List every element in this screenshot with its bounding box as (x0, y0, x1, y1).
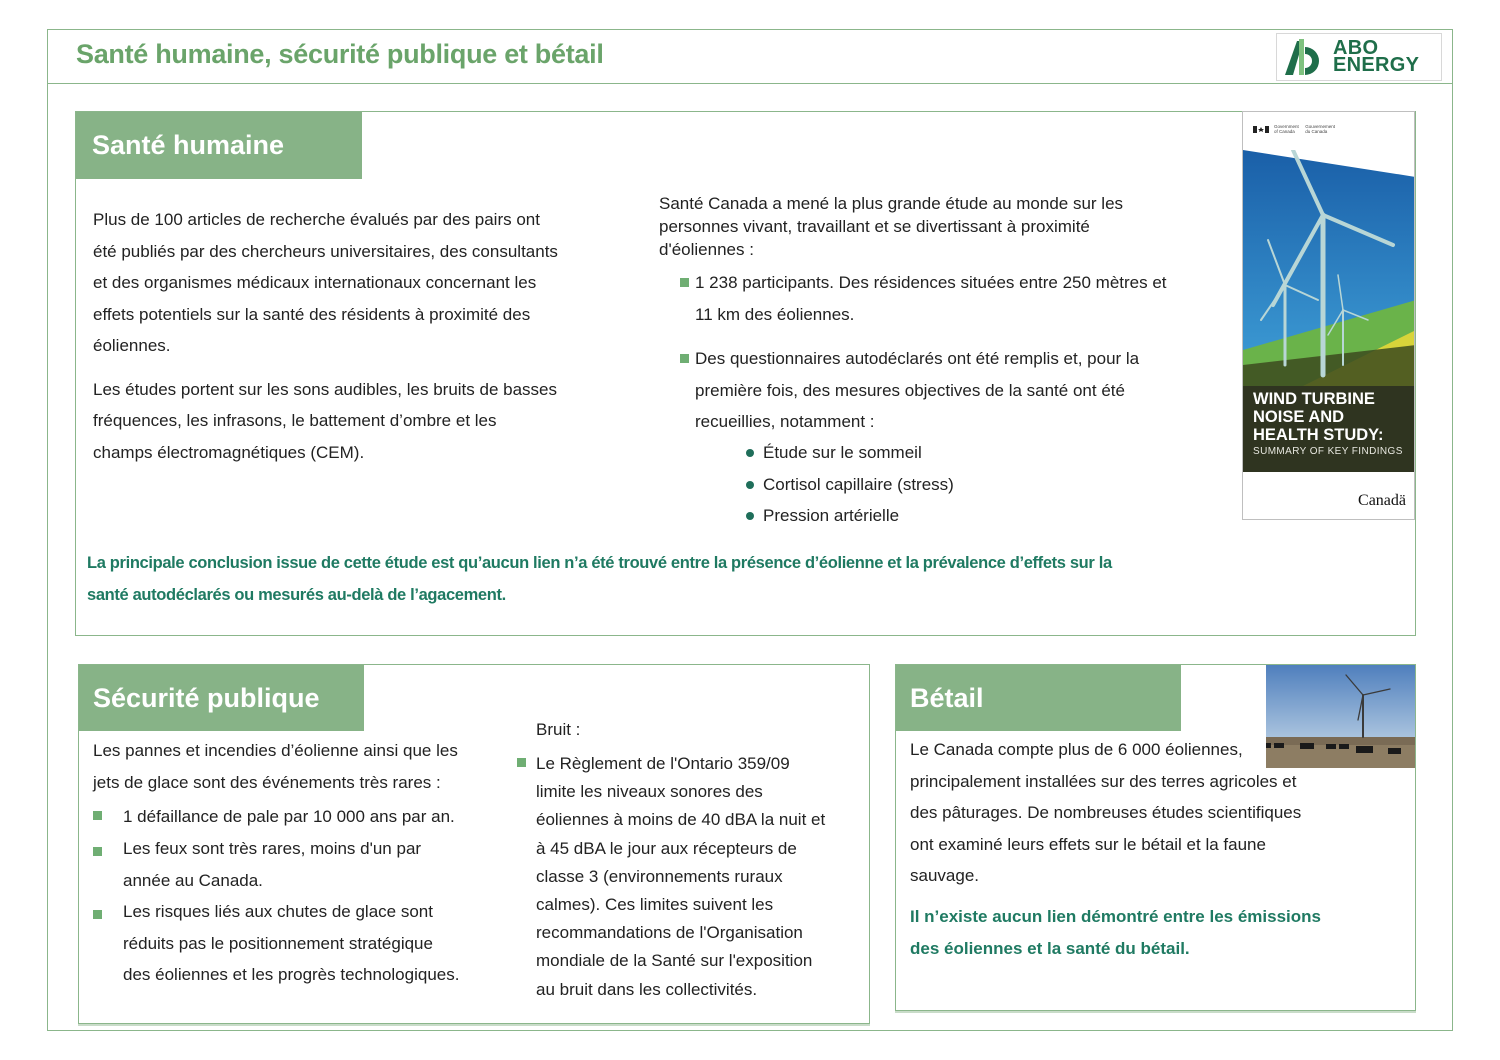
text-line: mondiale de la Santé sur l'exposition (536, 951, 813, 971)
abo-energy-logo (1276, 33, 1442, 81)
text-line: au bruit dans les collectivités. (536, 979, 758, 999)
text-line: Les pannes et incendies d’éolienne ainsi que les (93, 741, 458, 760)
text-line: des éoliennes et les progrès technologiques. (123, 965, 460, 984)
text-line: éoliennes à moins de 40 dBA la nuit et (536, 810, 826, 830)
gov-signature (1274, 124, 1341, 134)
text-line: 1 238 participants. Des résidences situées entre 250 mètres et (695, 273, 1167, 292)
text-line: principalement installées sur des terres agricoles et (910, 771, 1297, 791)
logo-line-1: ABO (1333, 37, 1379, 59)
text-line: 1 défaillance de pale par 10 000 ans par an. (123, 807, 455, 826)
sante-canada-intro (659, 192, 1219, 261)
text-line: Le Règlement de l'Ontario 359/09 (536, 754, 790, 773)
text-line: des éoliennes et la santé du bétail. (910, 939, 1190, 958)
sante-humaine-left-column (93, 204, 613, 468)
text-line: recommandations de l'Organisation (536, 923, 803, 943)
text-line: première fois, des mesures objectives de la santé ont été (695, 380, 1125, 400)
header (48, 30, 1452, 84)
section-heading-sante-humaine: Santé humaine (76, 112, 362, 179)
square-bullet-icon (680, 354, 689, 363)
cover-title-line: NOISE AND (1253, 408, 1345, 426)
text-line: Les risques liés aux chutes de glace sont (123, 902, 433, 921)
text-line: sauvage. (910, 866, 979, 885)
bullet-fires (93, 833, 513, 896)
text-line: champs électromagnétiques (CEM). (93, 442, 365, 462)
text-line: Des questionnaires autodéclarés ont été remplis et, pour la (695, 349, 1140, 368)
text-line: jets de glace sont des événements très rares : (93, 772, 441, 792)
betail-paragraph (910, 734, 1340, 892)
text-line: ont examiné leurs effets sur le bétail et la faune (910, 834, 1266, 854)
sub-bullet-list (746, 437, 1046, 532)
square-bullet-icon (93, 847, 102, 856)
text-line: année au Canada. (123, 870, 263, 890)
report-cover-image (1242, 111, 1415, 520)
square-bullet-icon (517, 758, 526, 767)
bullet-participants (680, 267, 1220, 330)
sub-bullet-sleep (746, 437, 1046, 469)
securite-intro (93, 735, 513, 798)
text-line: Les études portent sur les sons audibles, les bruits de basses (93, 379, 557, 399)
cover-subtitle: SUMMARY OF KEY FINDINGS (1253, 446, 1403, 457)
text-line: des pâturages. De nombreuses études scientifiques (910, 803, 1302, 822)
text-line: Il n’existe aucun lien démontré entre les émissions (910, 907, 1321, 926)
text-line: santé autodéclarés ou mesurés au-delà de l’agacement. (87, 586, 506, 604)
text-line: Étude sur le sommeil (763, 443, 922, 462)
abo-energy-logo-icon (1283, 37, 1327, 77)
text-line: Cortisol capillaire (stress) (763, 474, 954, 494)
gov-en-line: of Canada (1274, 129, 1295, 134)
text-line: limite les niveaux sonores des (536, 782, 763, 802)
gov-fr-line: du Canada (1305, 129, 1328, 134)
bullet-questionnaires (680, 343, 1220, 438)
section-heading-betail: Bétail (896, 665, 1181, 731)
page-title: Santé humaine, sécurité publique et bétail (76, 39, 604, 69)
text-line: 11 km des éoliennes. (695, 304, 855, 324)
sub-bullet-cortisol (746, 469, 1046, 501)
bullet-ice-fall (93, 896, 513, 991)
text-line: classe 3 (environnements ruraux (536, 866, 783, 886)
text-line: éoliennes. (93, 336, 171, 355)
text-line: La principale conclusion issue de cette étude est qu’aucun lien n’a été trouvé entre la présence d’éolienne et la prévalence d’effets sur la (87, 554, 1112, 572)
square-bullet-icon (93, 811, 102, 820)
text-line: fréquences, les infrasons, le battement d’ombre et les (93, 411, 497, 430)
logo-line-2: ENERGY (1333, 54, 1420, 76)
dot-bullet-icon (746, 449, 754, 457)
cover-title-line: HEALTH STUDY: (1253, 426, 1384, 444)
text-line: calmes). Ces limites suivent les (536, 895, 774, 915)
cover-header (1243, 112, 1414, 150)
gov-fr-line: Gouvernement (1305, 124, 1336, 129)
text-line: Santé Canada a mené la plus grande étude au monde sur les (659, 194, 1124, 213)
section-heading-securite-publique: Sécurité publique (79, 665, 364, 731)
canada-wordmark: Canadä (1358, 492, 1406, 509)
dot-bullet-icon (746, 481, 754, 489)
text-line: à 45 dBA le jour aux récepteurs de (536, 838, 797, 858)
dot-bullet-icon (746, 512, 754, 520)
text-line: Le Canada compte plus de 6 000 éoliennes, (910, 740, 1243, 759)
text-line: Pression artérielle (763, 506, 900, 525)
bullet-noise-regulation (517, 750, 862, 1004)
cover-title-band (1243, 386, 1415, 472)
cover-title-line: WIND TURBINE (1253, 390, 1375, 408)
text-line: personnes vivant, travaillant et se divertissant à proximité (659, 217, 1090, 236)
square-bullet-icon (93, 910, 102, 919)
paragraph-studies (93, 374, 613, 469)
text-line: d'éoliennes : (659, 240, 754, 259)
paragraph-research (93, 204, 613, 362)
text-line: réduits pas le positionnement stratégique (123, 933, 433, 953)
betail-conclusion (910, 901, 1340, 965)
text-line: Les feux sont très rares, moins d'un par (123, 839, 422, 858)
gov-en-line: Government (1274, 124, 1299, 129)
wind-turbines-photo (1243, 150, 1415, 386)
cover-title (1253, 390, 1383, 444)
sub-bullet-blood-pressure (746, 500, 1046, 532)
sante-humaine-conclusion (87, 547, 1227, 611)
text-line: recueillies, notamment : (695, 412, 875, 431)
text-line: été publiés par des chercheurs universitaires, des consultants (93, 241, 558, 261)
text-line: Plus de 100 articles de recherche évalués par des pairs ont (93, 210, 540, 229)
text-line: effets potentiels sur la santé des résidents à proximité des (93, 304, 531, 324)
square-bullet-icon (680, 278, 689, 287)
noise-label: Bruit : (536, 720, 581, 739)
bullet-blade-failure (93, 801, 513, 833)
text-line: et des organismes médicaux internationaux concernant les (93, 273, 537, 292)
abo-energy-wordmark (1333, 37, 1420, 76)
canada-flag-icon (1253, 126, 1269, 133)
